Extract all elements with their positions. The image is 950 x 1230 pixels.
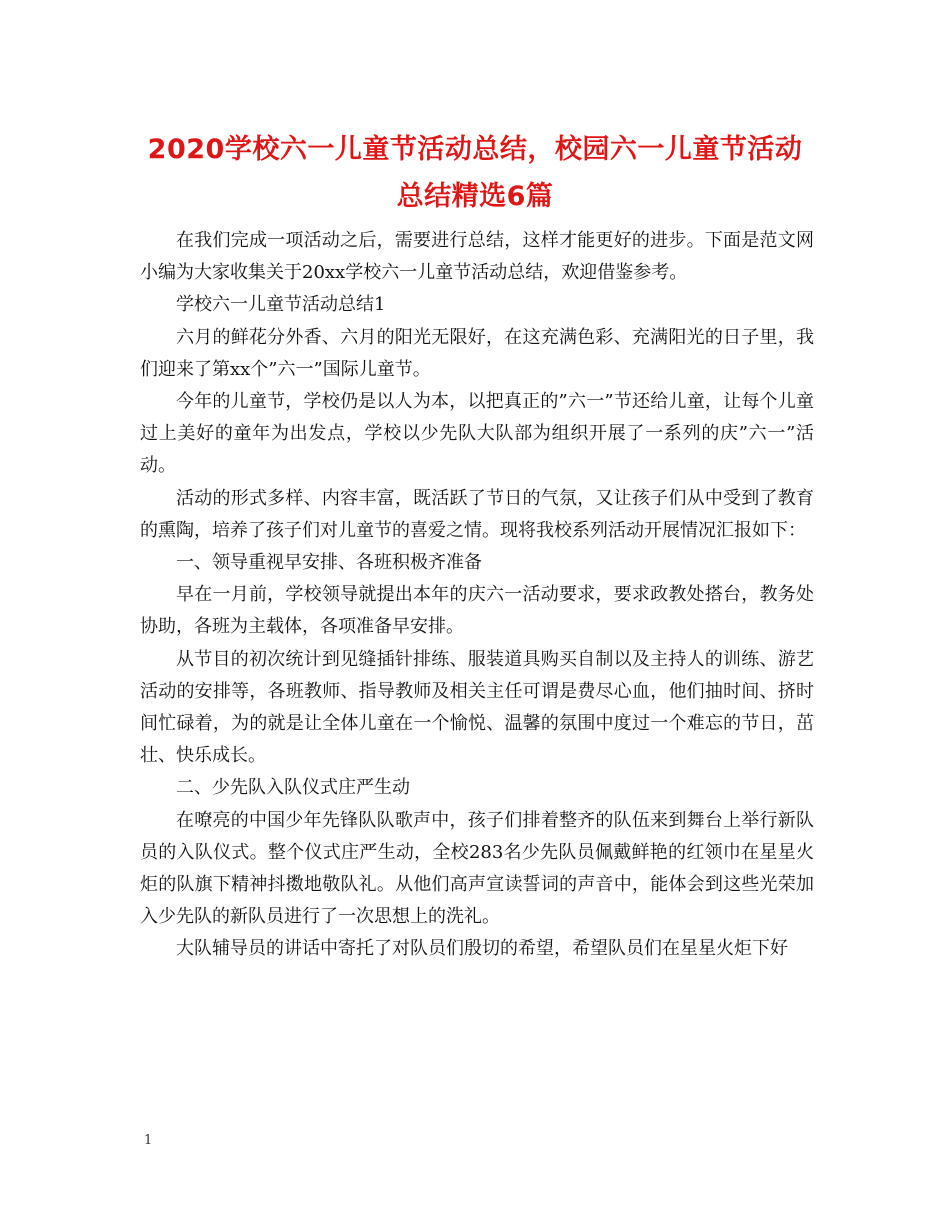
paragraph: 大队辅导员的讲话中寄托了对队员们殷切的希望，希望队员们在星星火炬下好 <box>176 938 788 960</box>
page-number: 1 <box>144 1133 153 1148</box>
paragraph: 今年的儿童节，学校仍是以人为本，以把真正的”六一”节还给儿童，让每个儿童过上美好的童年为出发点，学校以少先队大队部为组织开展了一系列的庆”六一”活动。 <box>140 391 814 477</box>
section-heading-summary-1: 学校六一儿童节活动总结1 <box>176 294 386 316</box>
paragraph: 在嘹亮的中国少年先锋队队歌声中，孩子们排着整齐的队伍来到舞台上举行新队员的入队仪式。整个仪式庄严生动，全校283名少先队员佩戴鲜艳的红领巾在星星火炬的队旗下精神抖擞地敬队礼。从他们高声宣读誓词的声音中，能体会到这些光荣加入少先队的新队员进行了一次思想上的洗礼。 <box>140 809 814 928</box>
paragraph: 早在一月前，学校领导就提出本年的庆六一活动要求，要求政教处搭台，教务处协助，各班为主载体，各项准备早安排。 <box>140 584 814 638</box>
section-heading-1: 一、领导重视早安排、各班积极齐准备 <box>176 552 482 574</box>
section-heading-2: 二、少先队入队仪式庄严生动 <box>176 777 410 799</box>
paragraph: 从节目的初次统计到见缝插针排练、服装道具购买自制以及主持人的训练、游艺活动的安排等，各班教师、指导教师及相关主任可谓是费尽心血，他们抽时间、挤时间忙碌着，为的就是让全体儿童在一个愉悦、温馨的氛围中度过一个难忘的节日，茁壮、快乐成长。 <box>140 648 814 767</box>
paragraph: 六月的鲜花分外香、六月的阳光无限好，在这充满色彩、充满阳光的日子里，我们迎来了第xx个”六一”国际儿童节。 <box>140 326 814 380</box>
paragraph-intro: 在我们完成一项活动之后，需要进行总结，这样才能更好的进步。下面是范文网小编为大家收集关于20xx学校六一儿童节活动总结，欢迎借鉴参考。 <box>140 230 814 284</box>
document-title: 2020学校六一儿童节活动总结，校园六一儿童节活动总结精选6篇 <box>147 134 803 212</box>
document-body <box>140 225 814 966</box>
paragraph: 活动的形式多样、内容丰富，既活跃了节日的气氛，又让孩子们从中受到了教育的熏陶，培养了孩子们对儿童节的喜爱之情。现将我校系列活动开展情况汇报如下： <box>140 487 814 541</box>
